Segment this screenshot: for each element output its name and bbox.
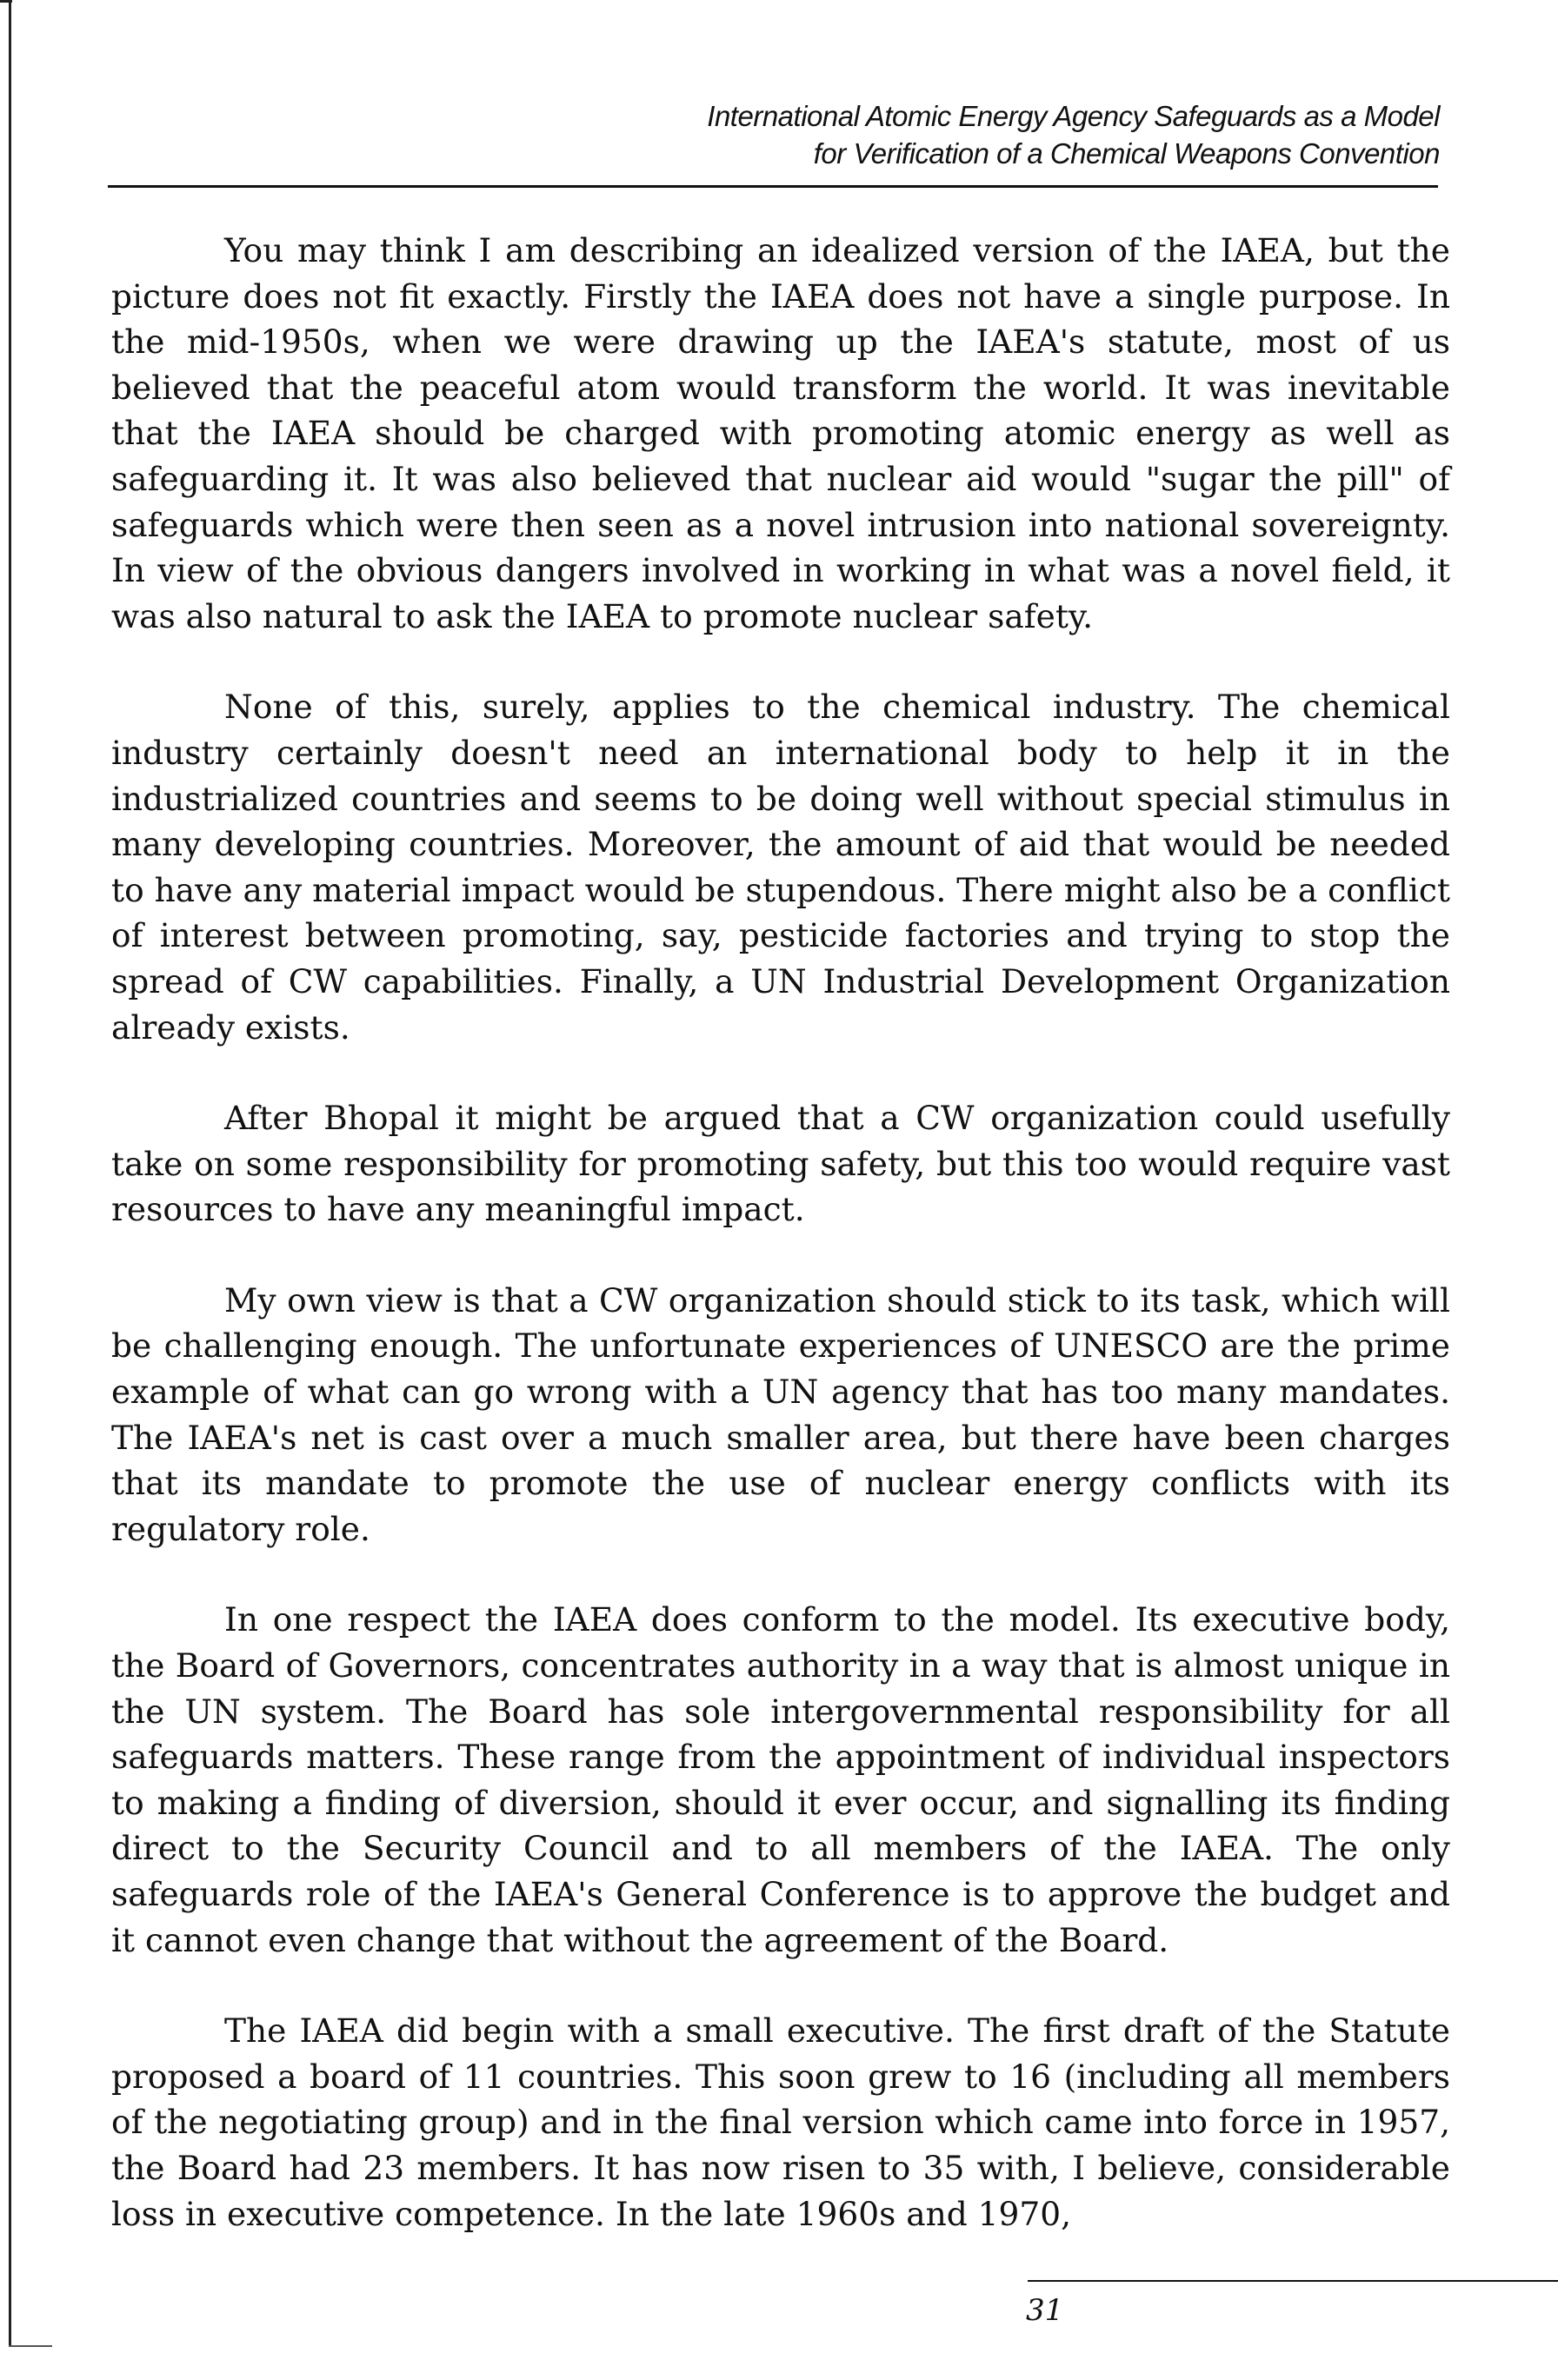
header-rule [108, 185, 1438, 188]
paragraph-5: In one respect the IAEA does conform to the model. Its executive body, the Board of Governors, concentrates authority in a way that is almost unique in the UN system. The Board has sole intergovernmental responsibility for all safeguards matters. These range from the appointment of individual inspectors to making a finding of diversion, should it ever occur, and signalling its finding direct to the Security Council and to all members of the IAEA. The only safeguards role of the IAEA's General Conference is to approve the budget and it cannot even change that without the agreement of the Board. [111, 1600, 1450, 1959]
page-number: 31 [1026, 2293, 1064, 2328]
scan-border-bottom [9, 2345, 52, 2347]
paragraph-4: My own view is that a CW organization should stick to its task, which will be challenging enough. The unfortunate experiences of UNESCO are the prime example of what can go wrong with a UN agency that has too many mandates. The IAEA's net is cast over a much smaller area, but there have been charges that its mandate to promote the use of nuclear energy conflicts with its regulatory role. [111, 1280, 1450, 1548]
paragraph-1: You may think I am describing an idealized version of the IAEA, but the picture does not fit exactly. Firstly the IAEA does not have a single purpose. In the mid-1950s, when we were drawing up the IAEA's statute, most of us believed that the peaceful atom would transform the world. It was inevitable that the IAEA should be charged with promoting atomic energy as well as safeguarding it. It was also believed that nuclear aid would "sugar the pill" of safeguards which were then seen as a novel intrusion into national sovereignty. In view of the obvious dangers involved in working in what was a novel field, it was also natural to ask the IAEA to promote nuclear safety. [111, 231, 1450, 635]
scan-border-left [9, 0, 11, 2347]
running-header-line-1: International Atomic Energy Agency Safeguards as a Model [707, 100, 1440, 132]
footer-rule [1028, 2280, 1558, 2282]
paragraph-3: After Bhopal it might be argued that a CW organization could usefully take on some responsibility for promoting safety, but this too would require vast resources to have any meaningful impact. [111, 1099, 1450, 1229]
running-header [707, 97, 1440, 172]
body-text [111, 228, 1450, 2282]
paragraph-2: None of this, surely, applies to the chemical industry. The chemical industry certainly doesn't need an international body to help it in the industrialized countries and seems to be doing well without special stimulus in many developing countries. Moreover, the amount of aid that would be needed to have any material impact would be stupendous. There might also be a conflict of interest between promoting, say, pesticide factories and trying to stop the spread of CW capabilities. Finally, a UN Industrial Development Organization already exists. [111, 688, 1450, 1047]
paragraph-6: The IAEA did begin with a small executive. The first draft of the Statute proposed a board of 11 countries. This soon grew to 16 (including all members of the negotiating group) and in the final version which came into force in 1957, the Board had 23 members. It has now risen to 35 with, I believe, considerable loss in executive competence. In the late 1960s and 1970, [111, 2011, 1450, 2233]
running-header-line-2: for Verification of a Chemical Weapons Convention [813, 137, 1440, 170]
